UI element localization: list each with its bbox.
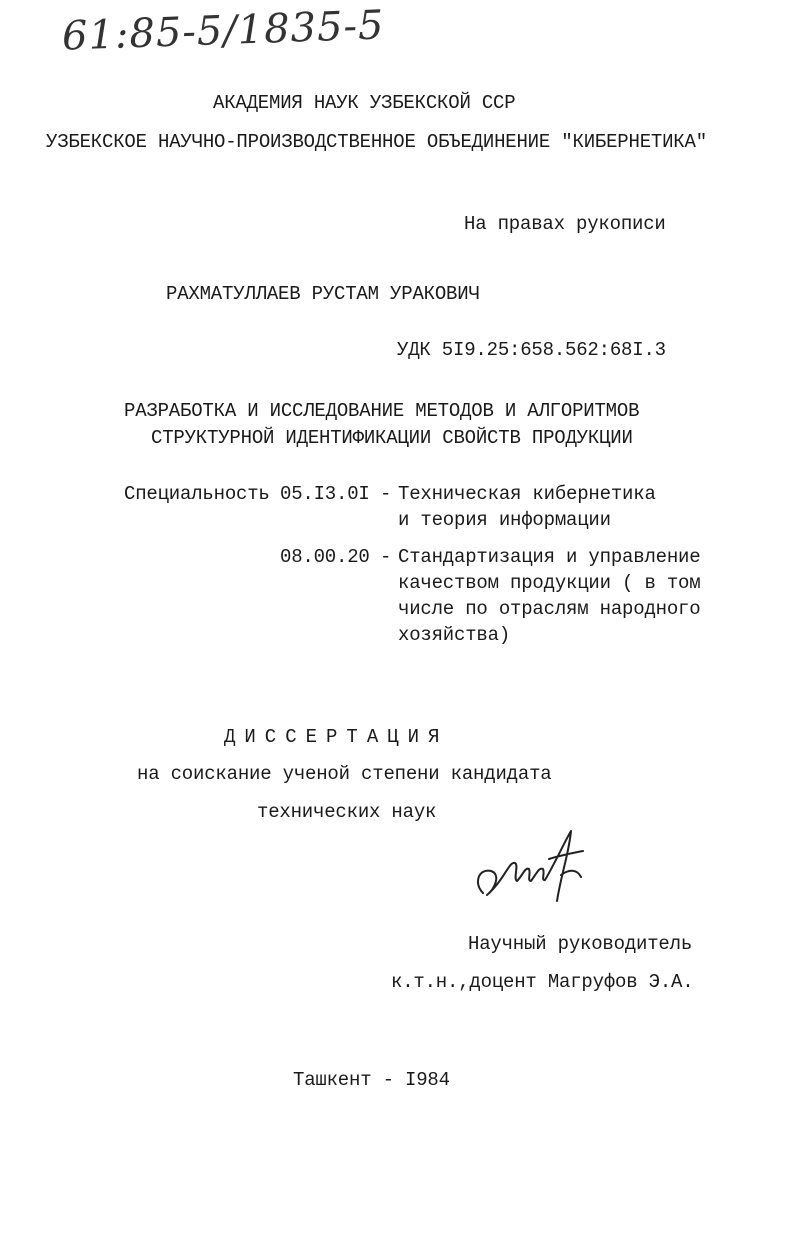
specialty-name-2-line-4: хозяйства) bbox=[398, 624, 511, 646]
archive-handwritten-mark: 61:85-5/1835-5 bbox=[61, 2, 386, 60]
specialty-name-2-line-3: числе по отраслям народного bbox=[398, 598, 701, 620]
author-name: РАХМАТУЛЛАЕВ РУСТАМ УРАКОВИЧ bbox=[166, 283, 480, 305]
academy-heading: АКАДЕМИЯ НАУК УЗБЕКСКОЙ ССР bbox=[213, 92, 516, 114]
supervisor-signature bbox=[465, 823, 590, 908]
degree-line-2: технических наук bbox=[257, 801, 437, 823]
specialty-name-2-line-2: качеством продукции ( в том bbox=[398, 572, 701, 594]
specialty-name-1-line-2: и теория информации bbox=[398, 509, 611, 531]
supervisor-name: к.т.н.,доцент Магруфов Э.А. bbox=[391, 971, 694, 993]
organization-heading: УЗБЕКСКОЕ НАУЧНО-ПРОИЗВОДСТВЕННОЕ ОБЪЕДИНЕНИЕ "КИБЕРНЕТИКА" bbox=[46, 131, 707, 153]
supervisor-label: Научный руководитель bbox=[468, 933, 693, 955]
manuscript-rights-note: На правах рукописи bbox=[464, 213, 666, 235]
specialty-label: Специальность bbox=[124, 483, 270, 505]
dissertation-heading: ДИССЕРТАЦИЯ bbox=[224, 726, 449, 748]
specialty-dash-2: - bbox=[380, 546, 392, 568]
specialty-dash-1: - bbox=[380, 483, 392, 505]
specialty-name-1-line-1: Техническая кибернетика bbox=[398, 483, 656, 505]
specialty-code-2: 08.00.20 bbox=[280, 546, 370, 568]
signature-stroke bbox=[478, 831, 583, 901]
title-line-2: СТРУКТУРНОЙ ИДЕНТИФИКАЦИИ СВОЙСТВ ПРОДУКЦИИ bbox=[151, 427, 633, 449]
specialty-name-2-line-1: Стандартизация и управление bbox=[398, 546, 701, 568]
udc-code: УДК 5I9.25:658.562:68I.3 bbox=[397, 339, 666, 361]
specialty-code-1: 05.I3.0I bbox=[280, 483, 370, 505]
degree-line-1: на соискание ученой степени кандидата bbox=[137, 763, 552, 785]
title-line-1: РАЗРАБОТКА И ИССЛЕДОВАНИЕ МЕТОДОВ И АЛГОРИТМОВ bbox=[124, 400, 640, 422]
place-and-year: Ташкент - I984 bbox=[293, 1069, 450, 1091]
